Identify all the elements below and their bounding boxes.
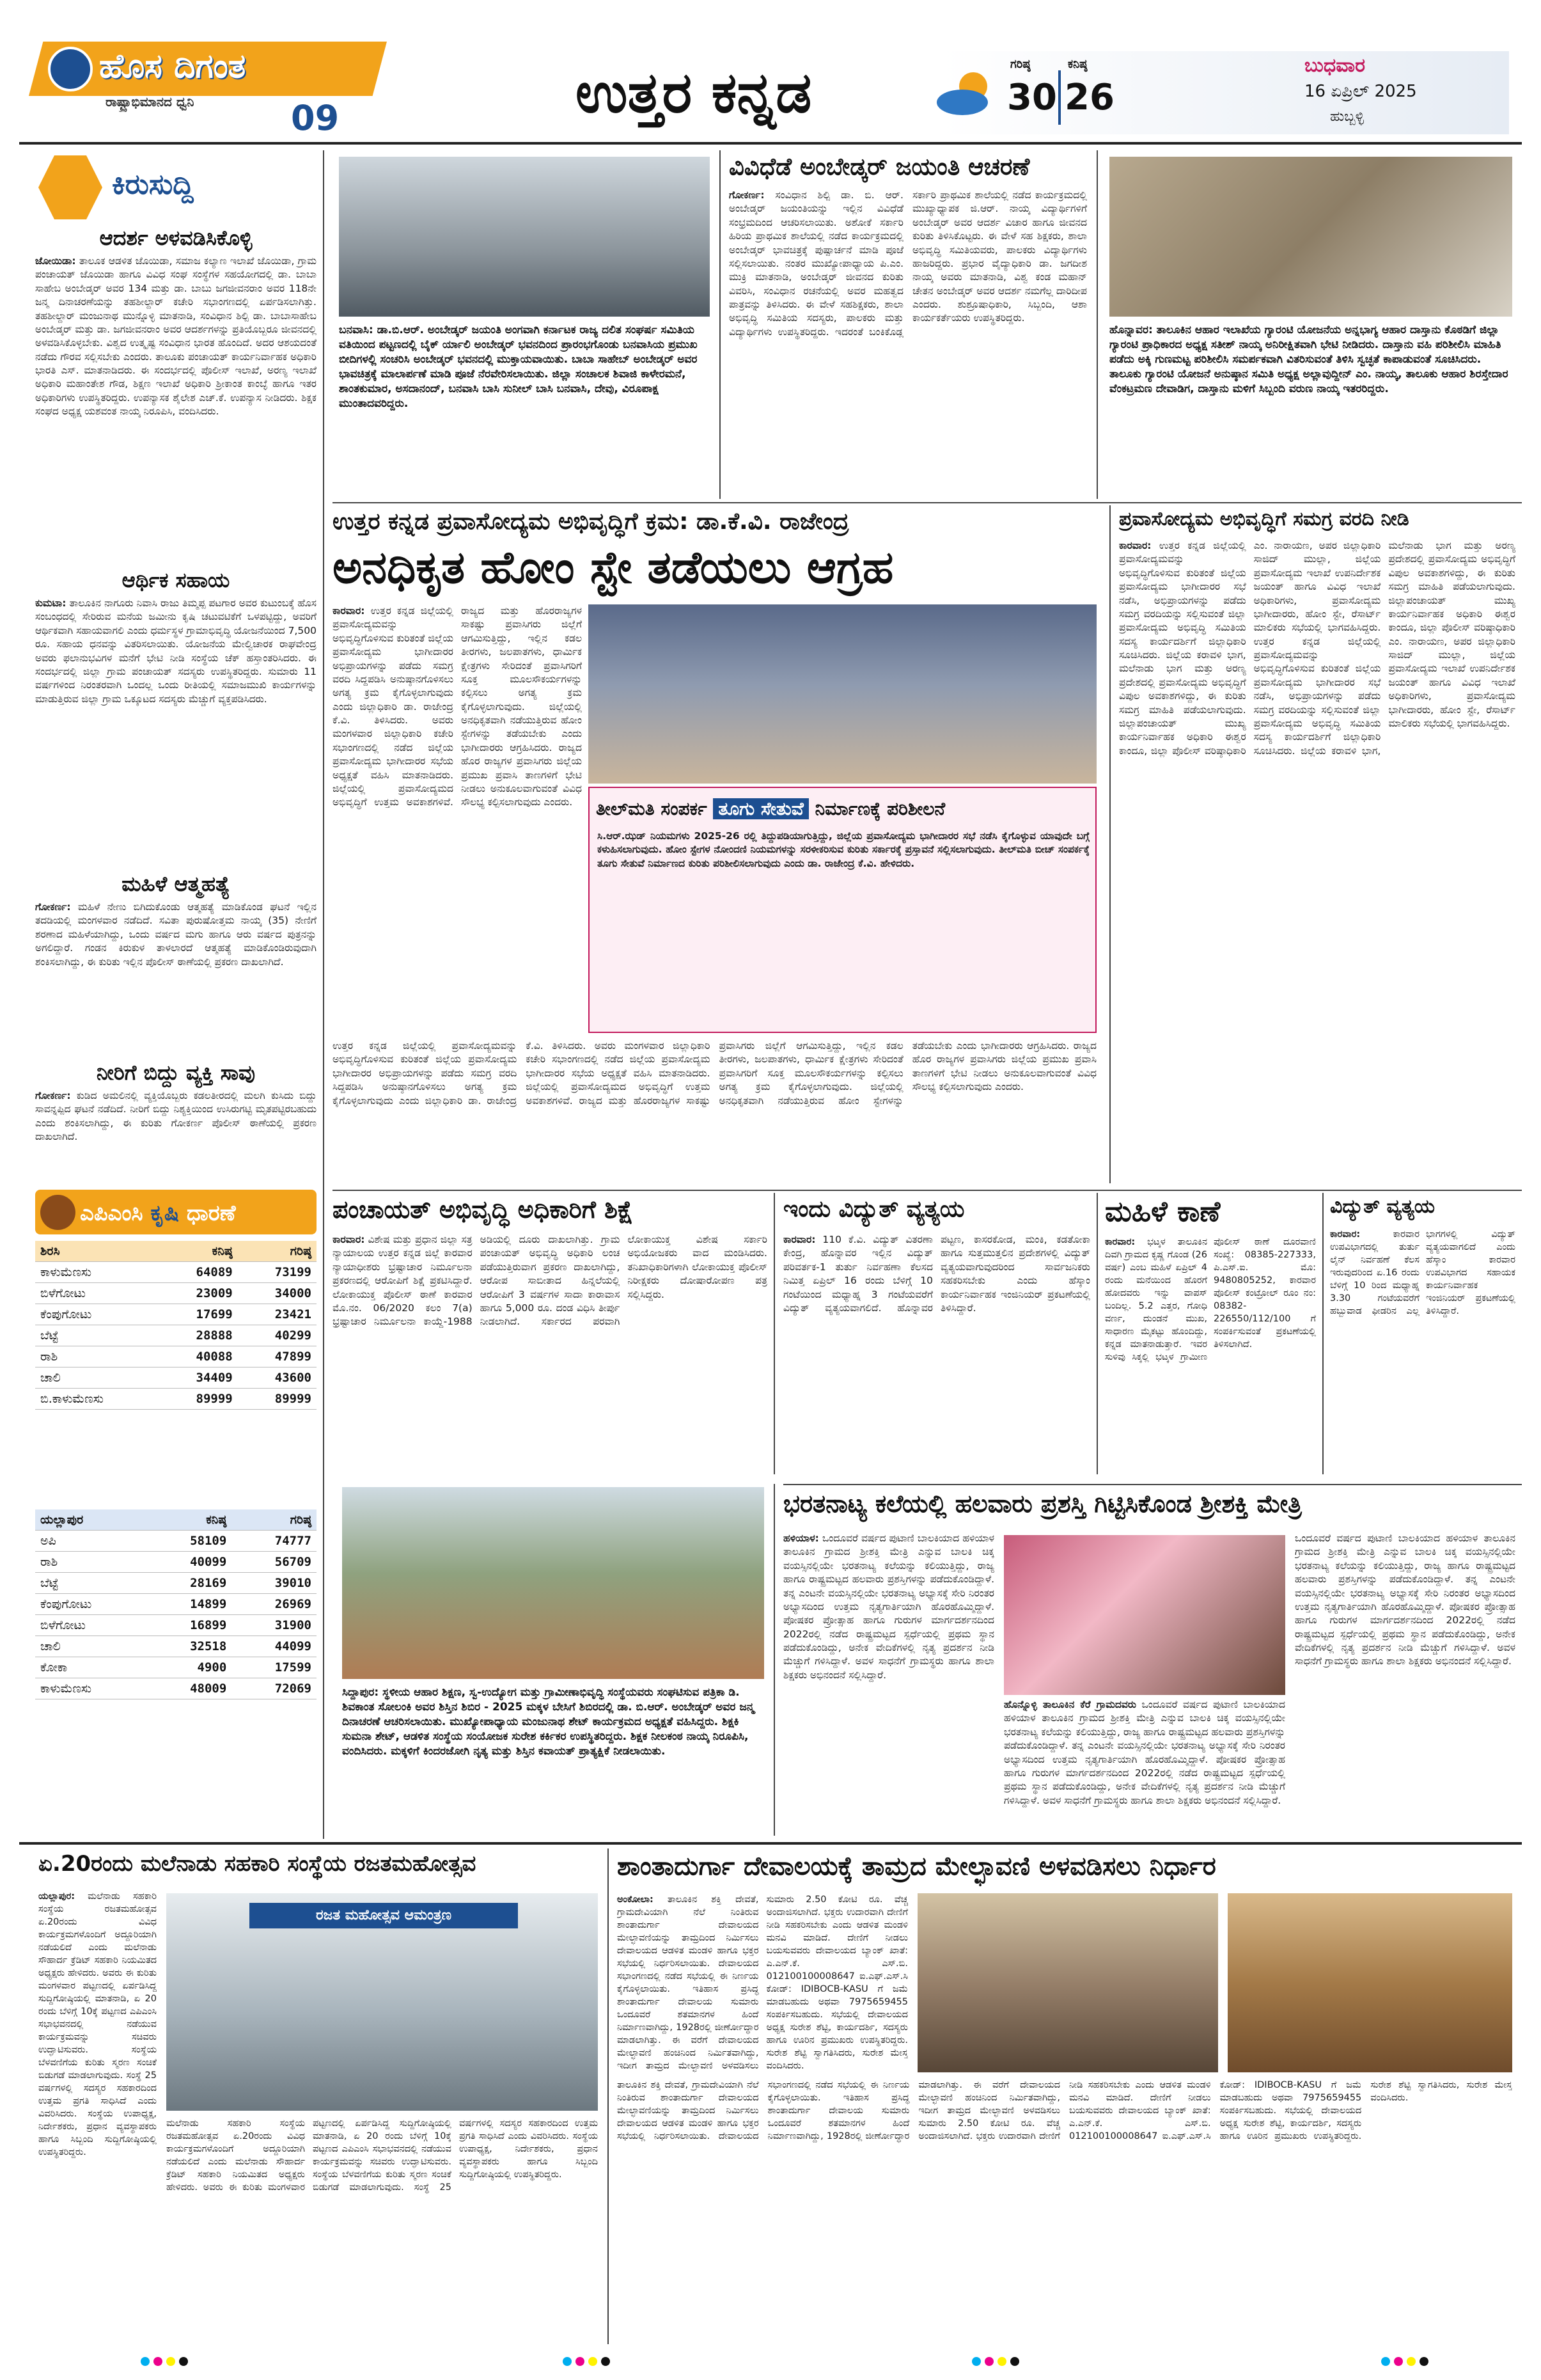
table-head: ಗರಿಷ್ಠ xyxy=(238,1241,317,1262)
ambedkar-rally-photo xyxy=(339,157,710,317)
min-price: 64089 xyxy=(159,1262,237,1283)
min-price: 89999 xyxy=(159,1389,237,1410)
news-title-1: ಆದರ್ಶ ಅಳವಡಿಸಿಕೊಳ್ಳಿ xyxy=(99,226,253,250)
news-body: ಉತ್ತರ ಕನ್ನಡ ಜಿಲ್ಲೆಯಲ್ಲಿ ಪ್ರವಾಸೋದ್ಯಮವನ್ನು ಅಭಿವೃದ್ಧಿಗೊಳಿಸುವ ಕುರಿತಂತೆ ಜಿಲ್ಲೆಯ ಪ್ರವಾಸೋದ್ಯಮ ಭಾಗೀದಾರರ ಅಭಿಪ್ರಾಯಗಳನ್ನು ಪಡೆದು ಸಮಗ್ರ ವರದಿ ಸಿದ್ದಪಡಿಸಿ ಅನುಷ್ಠಾನಗೊಳಿಸಲು ಅಗತ್ಯ ಕ್ರಮ ಕೈಗೊಳ್ಳಲಾಗುವುದು ಎಂದು ಜಿಲ್ಲಾಧಿಕಾರಿ ಡಾ. ರಾಜೇಂದ್ರ ಕೆ.ವಿ. ತಿಳಿಸಿದರು. ಅವರು ಮಂಗಳವಾರ ಜಿಲ್ಲಾಧಿಕಾರಿ ಕಚೇರಿ ಸಭಾಂಗಣದಲ್ಲಿ ನಡೆದ ಜಿಲ್ಲೆಯ ಪ್ರವಾಸೋದ್ಯಮ ಭಾಗೀದಾರರ ಸಭೆಯ ಅಧ್ಯಕ್ಷತೆ ವಹಿಸಿ ಮಾತನಾಡಿದರು. ಜಿಲ್ಲೆಯಲ್ಲಿ ಪ್ರವಾಸೋದ್ಯಮದ ಅಭಿವೃದ್ಧಿಗೆ ಉತ್ತಮ ಅವಕಾಶಗಳಿವೆ. ರಾಜ್ಯದ ಮತ್ತು ಹೊರರಾಜ್ಯಗಳ ಸಾಕಷ್ಟು ಪ್ರವಾಸಿಗರು ಜಿಲ್ಲೆಗೆ ಆಗಮಿಸುತ್ತಿದ್ದು, ಇಲ್ಲಿನ ಕಡಲ ತೀರಗಳು, ಜಲಪಾತಗಳು, ಧಾರ್ಮಿಕ ಕ್ಷೇತ್ರಗಳು ಸೇರಿದಂತೆ ಪ್ರವಾಸಿಗರಿಗೆ ಸೂಕ್ತ ಮೂಲಸೌಕರ್ಯಗಳನ್ನು ಕಲ್ಪಿಸಲು ಅಗತ್ಯ ಕ್ರಮ ಕೈಗೊಳ್ಳಲಾಗುವುದು. ಜಿಲ್ಲೆಯಲ್ಲಿ ಅನಧಿಕೃತವಾಗಿ ನಡೆಯುತ್ತಿರುವ ಹೋಂ ಸ್ಟೇಗಳನ್ನು ತಡೆಯಬೇಕು ಎಂದು ಭಾಗೀದಾರರು ಆಗ್ರಹಿಸಿದರು. ರಾಜ್ಯದ ಹೊರ ರಾಜ್ಯಗಳ ಪ್ರವಾಸಿಗರು ಜಿಲ್ಲೆಯ ಪ್ರಮುಖ ಪ್ರವಾಸಿ ತಾಣಗಳಿಗೆ ಭೇಟಿ ನೀಡಲು ಅನುಕೂಲವಾಗುವಂತೆ ವಿವಿಧ ಸೌಲಭ್ಯ ಕಲ್ಪಿಸಲಾಗುವುದು ಎಂದರು. xyxy=(332,605,582,808)
headline: ವಿದ್ಯುತ್ ವ್ಯತ್ಯಯ xyxy=(1330,1196,1435,1218)
commodity: ರಾಶಿ xyxy=(35,1346,159,1367)
dateline: ಕುಮಟಾ: xyxy=(35,597,66,609)
table-head: ಗರಿಷ್ಠ xyxy=(231,1509,317,1531)
news-body: ತಾಲೂಕಿನ ಶಕ್ತಿ ದೇವತೆ, ಗ್ರಾಮದೇವಿಯಾಗಿ ನೆಲೆ ನಿಂತಿರುವ ಶಾಂತಾದುರ್ಗಾ ದೇವಾಲಯದ ಮೇಲ್ಛಾವಣಿಯನ್ನು ತಾಮ್ರದಿಂದ ನಿರ್ಮಿಸಲು ದೇವಾಲಯದ ಆಡಳಿತ ಮಂಡಳಿ ಹಾಗೂ ಭಕ್ತರ ಸಭೆಯಲ್ಲಿ ನಿರ್ಧರಿಸಲಾಯಿತು. ದೇವಾಲಯದ ಸಭಾಂಗಣದಲ್ಲಿ ನಡೆದ ಸಭೆಯಲ್ಲಿ ಈ ನಿರ್ಣಯ ಕೈಗೊಳ್ಳಲಾಯಿತು. ಇತಿಹಾಸ ಪ್ರಸಿದ್ಧ ಶಾಂತಾದುರ್ಗಾ ದೇವಾಲಯ ಸುಮಾರು ಒಂದೂವರೆ ಶತಮಾನಗಳ ಹಿಂದೆ ನಿರ್ಮಾಣವಾಗಿದ್ದು, 1928ರಲ್ಲಿ ಜೀರ್ಣೋದ್ಧಾರ ಮಾಡಲಾಗಿತ್ತು. ಈ ವರೆಗೆ ದೇವಾಲಯದ ಮೇಲ್ಛಾವಣಿ ಹಂಚಿನಿಂದ ನಿರ್ಮಿತವಾಗಿದ್ದು, ಇದೀಗ ತಾಮ್ರದ ಮೇಲ್ಛಾವಣಿ ಅಳವಡಿಸಲು ಸುಮಾರು 2.50 ಕೋಟಿ ರೂ. ವೆಚ್ಚ ಅಂದಾಜಿಸಲಾಗಿದೆ. ಭಕ್ತರು ಉದಾರವಾಗಿ ದೇಣಿಗೆ ನೀಡಿ ಸಹಕರಿಸಬೇಕು ಎಂದು ಆಡಳಿತ ಮಂಡಳಿ ಮನವಿ ಮಾಡಿದೆ. ದೇಣಿಗೆ ನೀಡಲು ಬಯಸುವವರು ದೇವಾಲಯದ ಬ್ಯಾಂಕ್ ಖಾತೆ: ಎ.ಎನ್.ಕೆ. ಎಸ್.ಬಿ. 012100100008647 ಐ.ಎಫ್.ಎಸ್.ಸಿ ಕೋಡ್: IDIBOCB-KASU ಗೆ ಜಮೆ ಮಾಡಬಹುದು ಅಥವಾ 7975659455 ಸಂಪರ್ಕಿಸಬಹುದು. ಸಭೆಯಲ್ಲಿ ದೇವಾಲಯದ ಅಧ್ಯಕ್ಷ ಸುರೇಶ ಶೆಟ್ಟಿ, ಕಾರ್ಯದರ್ಶಿ, ಸದಸ್ಯರು ಹಾಗೂ ಊರಿನ ಪ್ರಮುಖರು ಉಪಸ್ಥಿತರಿದ್ದರು. ಸುರೇಶ ಶೆಟ್ಟಿ ಸ್ವಾಗತಿಸಿದರು, ಸುರೇಶ ಮೇಸ್ತ ವಂದಿಸಿದರು. xyxy=(617,2080,1512,2141)
photo-caption: ಬನವಾಸಿ: ಡಾ.ಬಿ.ಆರ್. ಅಂಬೇಡ್ಕರ್ ಜಯಂತಿ ಅಂಗವಾಗಿ ಕರ್ನಾಟಕ ರಾಜ್ಯ ದಲಿತ ಸಂಘರ್ಷ ಸಮಿತಿಯ ವತಿಯಿಂದ ಪಟ್ಟಣದಲ್ಲಿ ಬೈಕ್ ರ್ಯಾಲಿ ಅಂಬೇಡ್ಕರ್ ಭವನದಿಂದ ಪ್ರಾರಂಭಗೊಂಡು ಬನವಾಸಿಯ ಪ್ರಮುಖ ಬೀದಿಗಳಲ್ಲಿ ಸಂಚರಿಸಿ ಅಂಬೇಡ್ಕರ್ ಭವನದಲ್ಲಿ ಮುಕ್ತಾಯವಾಯಿತು. ಬಾಬಾ ಸಾಹೇಬ್ ಅಂಬೇಡ್ಕರ್ ಅವರ ಭಾವಚಿತ್ರಕ್ಕೆ ಮಾಲಾರ್ಪಣೆ ಮಾಡಿ ಪೂಜೆ ನೆರವೇರಿಸಲಾಯಿತು. ಜಿಲ್ಲಾ ಸಂಚಾಲಕ ಶಿವಾಜಿ ಕಾಳೇರಮನೆ, ಶಾಂತಕುಮಾರ, ಅಸದಾನಂದ್, ಬನವಾಸಿ ಬಾಸಿ ಸುನೀಲ್ ಬಾಸಿ ಬನವಾಸಿ, ದೇವು, ವಿರೂಪಾಕ್ಷ ಮುಂತಾದವರಿದ್ದರು. xyxy=(339,324,698,410)
min-price: 28888 xyxy=(159,1325,237,1346)
news-body: ತಾಲೂಕಿನ ಶಕ್ತಿ ದೇವತೆ, ಗ್ರಾಮದೇವಿಯಾಗಿ ನೆಲೆ ನಿಂತಿರುವ ಶಾಂತಾದುರ್ಗಾ ದೇವಾಲಯದ ಮೇಲ್ಛಾವಣಿಯನ್ನು ತಾಮ್ರದಿಂದ ನಿರ್ಮಿಸಲು ದೇವಾಲಯದ ಆಡಳಿತ ಮಂಡಳಿ ಹಾಗೂ ಭಕ್ತರ ಸಭೆಯಲ್ಲಿ ನಿರ್ಧರಿಸಲಾಯಿತು. ದೇವಾಲಯದ ಸಭಾಂಗಣದಲ್ಲಿ ನಡೆದ ಸಭೆಯಲ್ಲಿ ಈ ನಿರ್ಣಯ ಕೈಗೊಳ್ಳಲಾಯಿತು. ಇತಿಹಾಸ ಪ್ರಸಿದ್ಧ ಶಾಂತಾದುರ್ಗಾ ದೇವಾಲಯ ಸುಮಾರು ಒಂದೂವರೆ ಶತಮಾನಗಳ ಹಿಂದೆ ನಿರ್ಮಾಣವಾಗಿದ್ದು, 1928ರಲ್ಲಿ ಜೀರ್ಣೋದ್ಧಾರ ಮಾಡಲಾಗಿತ್ತು. ಈ ವರೆಗೆ ದೇವಾಲಯದ ಮೇಲ್ಛಾವಣಿ ಹಂಚಿನಿಂದ ನಿರ್ಮಿತವಾಗಿದ್ದು, ಇದೀಗ ತಾಮ್ರದ ಮೇಲ್ಛಾವಣಿ ಅಳವಡಿಸಲು ಸುಮಾರು 2.50 ಕೋಟಿ ರೂ. ವೆಚ್ಚ ಅಂದಾಜಿಸಲಾಗಿದೆ. ಭಕ್ತರು ಉದಾರವಾಗಿ ದೇಣಿಗೆ ನೀಡಿ ಸಹಕರಿಸಬೇಕು ಎಂದು ಆಡಳಿತ ಮಂಡಳಿ ಮನವಿ ಮಾಡಿದೆ. ದೇಣಿಗೆ ನೀಡಲು ಬಯಸುವವರು ದೇವಾಲಯದ ಬ್ಯಾಂಕ್ ಖಾತೆ: ಎ.ಎನ್.ಕೆ. ಎಸ್.ಬಿ. 012100100008647 ಐ.ಎಫ್.ಎಸ್.ಸಿ ಕೋಡ್: IDIBOCB-KASU ಗೆ ಜಮೆ ಮಾಡಬಹುದು ಅಥವಾ 7975659455 ಸಂಪರ್ಕಿಸಬಹುದು. ಸಭೆಯಲ್ಲಿ ದೇವಾಲಯದ ಅಧ್ಯಕ್ಷ ಸುರೇಶ ಶೆಟ್ಟಿ, ಕಾರ್ಯದರ್ಶಿ, ಸದಸ್ಯರು ಹಾಗೂ ಊರಿನ ಪ್ರಮುಖರು ಉಪಸ್ಥಿತರಿದ್ದರು. ಸುರೇಶ ಶೆಟ್ಟಿ ಸ್ವಾಗತಿಸಿದರು, ಸುರೇಶ ಮೇಸ್ತ ವಂದಿಸಿದರು. xyxy=(617,1895,908,2071)
commodity: ಬೆಟ್ಟೆ xyxy=(35,1573,147,1594)
headline: ಪಂಚಾಯತ್ ಅಭಿವೃದ್ಧಿ ಅಧಿಕಾರಿಗೆ ಶಿಕ್ಷೆ xyxy=(332,1196,634,1224)
news-body: ಒಂದೂವರೆ ವರ್ಷದ ಪುಟಾಣಿ ಬಾಲಕಿಯಾದ ಹಳಿಯಾಳ ತಾಲೂಕಿನ ಗ್ರಾಮದ ಶ್ರೀಶಕ್ತಿ ಮೇತ್ರಿ ಎನ್ನುವ ಬಾಲಕಿ ಚಿಕ್ಕ ವಯಸ್ಸಿನಲ್ಲಿಯೇ ಭರತನಾಟ್ಯ ಕಲೆಯನ್ನು ಕಲಿಯುತ್ತಿದ್ದು, ರಾಜ್ಯ ಹಾಗೂ ರಾಷ್ಟ್ರಮಟ್ಟದ ಹಲವಾರು ಪ್ರಶಸ್ತಿಗಳನ್ನು ಪಡೆದುಕೊಂಡಿದ್ದಾಳೆ. ತನ್ನ ಎಂಟನೇ ವಯಸ್ಸಿನಲ್ಲಿಯೇ ಭರತನಾಟ್ಯ ಅಭ್ಯಾಸಕ್ಕೆ ಸೇರಿ ನಿರಂತರ ಅಭ್ಯಾಸದಿಂದ ಉತ್ತಮ ನೃತ್ಯಗಾರ್ತಿಯಾಗಿ ಹೊರಹೊಮ್ಮಿದ್ದಾಳೆ. ಪೋಷಕರ ಪ್ರೋತ್ಸಾಹ ಹಾಗೂ ಗುರುಗಳ ಮಾರ್ಗದರ್ಶನದಿಂದ 2022ರಲ್ಲಿ ನಡೆದ ರಾಷ್ಟ್ರಮಟ್ಟದ ಸ್ಪರ್ಧೆಯಲ್ಲಿ ಪ್ರಥಮ ಸ್ಥಾನ ಪಡೆದುಕೊಂಡಿದ್ದು, ಅನೇಕ ವೇದಿಕೆಗಳಲ್ಲಿ ನೃತ್ಯ ಪ್ರದರ್ಶನ ನೀಡಿ ಮೆಚ್ಚುಗೆ ಗಳಿಸಿದ್ದಾಳೆ. ಅವಳ ಸಾಧನೆಗೆ ಗ್ರಾಮಸ್ಥರು ಹಾಗೂ ಶಾಲಾ ಶಿಕ್ಷಕರು ಅಭಿನಂದನೆ ಸಲ್ಲಿಸಿದ್ದಾರೆ. xyxy=(1295,1533,1515,1667)
dateline: ಅಂಕೋಲಾ: xyxy=(617,1895,653,1905)
headline: ಮಹಿಳೆ ಕಾಣೆ xyxy=(1105,1196,1221,1228)
min-price: 48009 xyxy=(147,1678,232,1699)
dateline: ಗೋಕರ್ಣ: xyxy=(35,901,71,913)
dateline: ಯಲ್ಲಾಪುರ: xyxy=(38,1891,75,1902)
paper-logo xyxy=(29,42,387,138)
page-number: 09 xyxy=(291,99,340,138)
dateline: ಕಾರವಾರ: xyxy=(783,1234,816,1245)
min-temp: 26 xyxy=(1065,77,1115,118)
max-price: 72069 xyxy=(231,1678,317,1699)
dateline: ಕಾರವಾರ: xyxy=(1119,540,1152,551)
temple-photo xyxy=(1228,1893,1512,2072)
dateline: ಗೋಕರ್ಣ: xyxy=(729,189,765,201)
news-body: ಒಂದೂವರೆ ವರ್ಷದ ಪುಟಾಣಿ ಬಾಲಕಿಯಾದ ಹಳಿಯಾಳ ತಾಲೂಕಿನ ಗ್ರಾಮದ ಶ್ರೀಶಕ್ತಿ ಮೇತ್ರಿ ಎನ್ನುವ ಬಾಲಕಿ ಚಿಕ್ಕ ವಯಸ್ಸಿನಲ್ಲಿಯೇ ಭರತನಾಟ್ಯ ಕಲೆಯನ್ನು ಕಲಿಯುತ್ತಿದ್ದು, ರಾಜ್ಯ ಹಾಗೂ ರಾಷ್ಟ್ರಮಟ್ಟದ ಹಲವಾರು ಪ್ರಶಸ್ತಿಗಳನ್ನು ಪಡೆದುಕೊಂಡಿದ್ದಾಳೆ. ತನ್ನ ಎಂಟನೇ ವಯಸ್ಸಿನಲ್ಲಿಯೇ ಭರತನಾಟ್ಯ ಅಭ್ಯಾಸಕ್ಕೆ ಸೇರಿ ನಿರಂತರ ಅಭ್ಯಾಸದಿಂದ ಉತ್ತಮ ನೃತ್ಯಗಾರ್ತಿಯಾಗಿ ಹೊರಹೊಮ್ಮಿದ್ದಾಳೆ. ಪೋಷಕರ ಪ್ರೋತ್ಸಾಹ ಹಾಗೂ ಗುರುಗಳ ಮಾರ್ಗದರ್ಶನದಿಂದ 2022ರಲ್ಲಿ ನಡೆದ ರಾಷ್ಟ್ರಮಟ್ಟದ ಸ್ಪರ್ಧೆಯಲ್ಲಿ ಪ್ರಥಮ ಸ್ಥಾನ ಪಡೆದುಕೊಂಡಿದ್ದು, ಅನೇಕ ವೇದಿಕೆಗಳಲ್ಲಿ ನೃತ್ಯ ಪ್ರದರ್ಶನ ನೀಡಿ ಮೆಚ್ಚುಗೆ ಗಳಿಸಿದ್ದಾಳೆ. ಅವಳ ಸಾಧನೆಗೆ ಗ್ರಾಮಸ್ಥರು ಹಾಗೂ ಶಾಲಾ ಶಿಕ್ಷಕರು ಅಭಿನಂದನೆ ಸಲ್ಲಿಸಿದ್ದಾರೆ. xyxy=(783,1533,994,1681)
homestay-story xyxy=(332,508,1100,1186)
bharatanatya-story xyxy=(783,1490,1519,1836)
news-body: ತಾಲೂಕ ಆಡಳಿತ ಜೊಯಿಡಾ, ಸಮಾಜ ಕಲ್ಯಾಣ ಇಲಾಖೆ ಜೊಯಿಡಾ, ಗ್ರಾಮ ಪಂಚಾಯತ್ ಜೊಯಿಡಾ ಹಾಗೂ ವಿವಿಧ ಸಂಘ ಸಂಸ್ಥೆಗಳ ಸಹಯೋಗದಲ್ಲಿ ಡಾ. ಬಾಬಾ ಸಾಹೇಬ ಅಂಬೇಡ್ಕರ್ ಅವರ 134 ಮತ್ತು ಡಾ. ಬಾಬು ಜಗಜೀವನರಾಂ ಅವರ 118ನೇ ಜನ್ಮ ದಿನಾಚರಣೆಯನ್ನು ತಹಶೀಲ್ದಾರ್ ಕಚೇರಿ ಸಭಾಂಗಣದಲ್ಲಿ ಏರ್ಪಡಿಸಲಾಗಿತ್ತು. ತಹಶೀಲ್ದಾರ್ ಮಂಜುನಾಥ ಮುನ್ನೊಳ್ಳಿ ಮಾತನಾಡಿ, ಸಂವಿಧಾನ ಶಿಲ್ಪಿ ಡಾ. ಬಾಬಾಸಾಹೇಬ ಅಂಬೇಡ್ಕರ್ ಮತ್ತು ಡಾ. ಜಗಜೀವನರಾಂ ಅವರ ಆದರ್ಶಗಳನ್ನು ಪ್ರತಿಯೊಬ್ಬರೂ ಜೀವನದಲ್ಲಿ ಅಳವಡಿಸಿಕೊಳ್ಳಬೇಕು. ವಿಶ್ವದ ಉತ್ಕೃಷ್ಟ ಸಂವಿಧಾನ ಭಾರತ ಹೊಂದಿದೆ. ಅದರ ಆಶಯದಂತೆ ನಡೆದು ಗೌರವ ಸಲ್ಲಿಸಬೇಕು ಎಂದರು. ತಾಲೂಕು ಪಂಚಾಯತ್ ಕಾರ್ಯನಿರ್ವಾಹಕ ಅಧಿಕಾರಿ ಭಾರತಿ ಎಸ್. ಮಾತನಾಡಿದರು. ಈ ಸಂದರ್ಭದಲ್ಲಿ ಪೊಲೀಸ್ ಇಲಾಖೆ, ಅರಣ್ಯ ಇಲಾಖೆ ಅಧಿಕಾರಿ ಮಹಾಂತೇಶ ಗೌಡ, ಶಿಕ್ಷಣ ಇಲಾಖೆ ಅಧಿಕಾರಿ ಶ್ರೀಕಾಂತ ಕಾಂಬ್ಳೆ ಹಾಗೂ ಇತರ ಅಧಿಕಾರಿಗಳು ಉಪಸ್ಥಿತರಿದ್ದರು. ಉಪನ್ಯಾಸಕ ಶೈಲೇಶ ಎಚ್.ಕೆ. ಉಪನ್ಯಾಸ ನೀಡಿದರು. ಶಿಕ್ಷಕ ಸಂಘದ ಅಧ್ಯಕ್ಷ ಯಶವಂತ ನಾಯ್ಕ ನಿರೂಪಿಸಿ, ವಂದಿಸಿದರು. xyxy=(35,255,317,418)
news-body: ಉತ್ತರ ಕನ್ನಡ ಜಿಲ್ಲೆಯಲ್ಲಿ ಪ್ರವಾಸೋದ್ಯಮವನ್ನು ಅಭಿವೃದ್ಧಿಗೊಳಿಸುವ ಕುರಿತಂತೆ ಜಿಲ್ಲೆಯ ಪ್ರವಾಸೋದ್ಯಮ ಭಾಗೀದಾರರ ಸಭೆ ನಡೆಸಿ, ಅಭಿಪ್ರಾಯಗಳನ್ನು ಪಡೆದು ಸಮಗ್ರ ವರದಿಯನ್ನು ಸಲ್ಲಿಸುವಂತೆ ಜಿಲ್ಲಾ ಪ್ರವಾಸೋದ್ಯಮ ಅಭಿವೃದ್ಧಿ ಸಮಿತಿಯ ಸದಸ್ಯ ಕಾರ್ಯದರ್ಶಿಗೆ ಜಿಲ್ಲಾಧಿಕಾರಿ ಸೂಚಿಸಿದರು. ಜಿಲ್ಲೆಯ ಕರಾವಳಿ ಭಾಗ, ಮಲೆನಾಡು ಭಾಗ ಮತ್ತು ಅರಣ್ಯ ಪ್ರದೇಶದಲ್ಲಿ ಪ್ರವಾಸೋದ್ಯಮ ಅಭಿವೃದ್ಧಿಗೆ ವಿಪುಲ ಅವಕಾಶಗಳಿದ್ದು, ಈ ಕುರಿತು ಸಮಗ್ರ ಮಾಹಿತಿ ಪಡೆಯಲಾಗುವುದು. ಜಿಲ್ಲಾಪಂಚಾಯತ್ ಮುಖ್ಯ ಕಾರ್ಯನಿರ್ವಾಹಕ ಅಧಿಕಾರಿ ಈಶ್ವರ ಕಾಂದೂ, ಜಿಲ್ಲಾ ಪೊಲೀಸ್ ವರಿಷ್ಠಾಧಿಕಾರಿ ಎಂ. ನಾರಾಯಣ, ಅಪರ ಜಿಲ್ಲಾಧಿಕಾರಿ ಸಾಜಿದ್ ಮುಲ್ಲಾ, ಜಿಲ್ಲೆಯ ಪ್ರವಾಸೋದ್ಯಮ ಇಲಾಖೆ ಉಪನಿರ್ದೇಶಕ ಜಯಂತ್ ಹಾಗೂ ವಿವಿಧ ಇಲಾಖೆ ಅಧಿಕಾರಿಗಳು, ಪ್ರವಾಸೋದ್ಯಮ ಭಾಗೀದಾರರು, ಹೋಂ ಸ್ಟೇ, ರೆಸಾರ್ಟ್ ಮಾಲಿಕರು ಸಭೆಯಲ್ಲಿ ಭಾಗವಹಿಸಿದ್ದರು. xyxy=(1119,540,1381,757)
news-body: ಭಟ್ಕಳ ತಾಲೂಕಿನ ದಿವಗಿ ಗ್ರಾಮದ ಕೃಷ್ಣ ಗೊಂಡ (26 ವರ್ಷ) ಎಂಬ ಮಹಿಳೆ ಏಪ್ರಿಲ್ 4 ರಂದು ಮನೆಯಿಂದ ಹೊರಗೆ ಹೋದವರು ಇನ್ನು ವಾಪಸ್ ಬಂದಿಲ್ಲ. 5.2 ಎತ್ತರ, ಗೋಧಿ ವರ್ಣ, ದುಂಡನೆ ಮುಖ, ಸಾಧಾರಣ ಮೈಕಟ್ಟು ಹೊಂದಿದ್ದು, ಕನ್ನಡ ಮಾತನಾಡುತ್ತಾರೆ. ಇವರ ಸುಳಿವು ಸಿಕ್ಕಲ್ಲಿ ಭಟ್ಕಳ ಗ್ರಾಮೀಣ ಪೊಲೀಸ್ ಠಾಣೆ ದೂರವಾಣಿ ಸಂಖ್ಯೆ: 08385-227333, ಪಿ.ಎಸ್.ಐ. ಮೊ: 9480805252, ಕಾರವಾರ ಪೊಲೀಸ್ ಕಂಟ್ರೋಲ್ ರೂಂ ನಂ: 08382-226550/112/100 ಗೆ ಸಂಪರ್ಕಿಸುವಂತೆ ಪ್ರಕಟಣೆಯಲ್ಲಿ ತಿಳಿಸಲಾಗಿದೆ. xyxy=(1105,1237,1316,1362)
news-body: ಮಲೆನಾಡು ಸಹಕಾರಿ ಸಂಸ್ಥೆಯ ರಜತಮಹೋತ್ಸವ ಏ.20ರಂದು ವಿವಿಧ ಕಾರ್ಯಕ್ರಮಗಳೊಂದಿಗೆ ಅದ್ದೂರಿಯಾಗಿ ನಡೆಯಲಿದೆ ಎಂದು ಮಲೆನಾಡು ಸೌಹಾರ್ದ ಕ್ರೆಡಿಟ್ ಸಹಕಾರಿ ನಿಯಮಿತದ ಅಧ್ಯಕ್ಷರು ಹೇಳಿದರು. ಅವರು ಈ ಕುರಿತು ಮಂಗಳವಾರ ಪಟ್ಟಣದಲ್ಲಿ ಏರ್ಪಡಿಸಿದ್ದ ಸುದ್ದಿಗೋಷ್ಠಿಯಲ್ಲಿ ಮಾತನಾಡಿ, ಏ 20 ರಂದು ಬೆಳಿಗ್ಗೆ 10ಕ್ಕೆ ಪಟ್ಟಣದ ಎಪಿಎಂಸಿ ಸಭಾಭವನದಲ್ಲಿ ನಡೆಯುವ ಕಾರ್ಯಕ್ರಮವನ್ನು ಸಚಿವರು ಉದ್ಘಾಟಿಸುವರು. ಸಂಸ್ಥೆಯ ಬೆಳವಣಿಗೆಯ ಕುರಿತು ಸ್ಮರಣ ಸಂಚಿಕೆ ಬಿಡುಗಡೆ ಮಾಡಲಾಗುವುದು. ಸಂಸ್ಥೆ 25 ವರ್ಷಗಳಲ್ಲಿ ಸದಸ್ಯರ ಸಹಕಾರದಿಂದ ಉತ್ತಮ ಪ್ರಗತಿ ಸಾಧಿಸಿದೆ ಎಂದು ವಿವರಿಸಿದರು. ಸಂಸ್ಥೆಯ ಉಪಾಧ್ಯಕ್ಷ, ನಿರ್ದೇಶಕರು, ಪ್ರಧಾನ ವ್ಯವಸ್ಥಾಪಕರು ಹಾಗೂ ಸಿಬ್ಬಂದಿ ಸುದ್ದಿಗೋಷ್ಠಿಯಲ್ಲಿ ಉಪಸ್ಥಿತರಿದ್ದರು. xyxy=(38,1891,157,2157)
max-price: 39010 xyxy=(231,1573,317,1594)
apmc-header xyxy=(35,1190,317,1234)
apmc-title-b: ಕೃಷಿ xyxy=(150,1201,179,1226)
commodity: ಕಾಳುಮೆಣಸು xyxy=(35,1678,147,1699)
masthead xyxy=(0,0,1541,144)
max-temp: 30 xyxy=(1007,77,1057,118)
sirsi-price-table xyxy=(35,1241,317,1410)
dateline: ಗೋಕರ್ಣ: xyxy=(35,1090,71,1101)
photo-caption: ಹೊನ್ನಾವರ: ತಾಲೂಕಿನ ಆಹಾರ ಇಲಾಖೆಯ ಗ್ಯಾರಂಟಿ ಯೋಜನೆಯ ಅನ್ನಭಾಗ್ಯ ಆಹಾರ ದಾಸ್ತಾನು ಕೊಠಡಿಗೆ ಜಿಲ್ಲಾ ಗ್ಯಾರಂಟಿ ಪ್ರಾಧಿಕಾರದ ಅಧ್ಯಕ್ಷ ಸತೀಶ್ ನಾಯ್ಕ ಅನಿರೀಕ್ಷಿತವಾಗಿ ಭೇಟಿ ನೀಡಿದರು. ದಾಸ್ತಾನು ವಹಿ ಪರಿಶೀಲಿಸಿ ಮಾಹಿತಿ ಪಡೆದು ಅಕ್ಕಿ ಗುಣಮಟ್ಟ ಪರಿಶೀಲಿಸಿ ಸಮರ್ಪಕವಾಗಿ ವಿತರಿಸುವಂತೆ ತಿಳಿಸಿ ಸ್ವಚ್ಛತೆ ಕಾಪಾಡುವಂತೆ ಸೂಚಿಸಿದರು. ತಾಲೂಕು ಗ್ಯಾರಂಟಿ ಯೋಜನೆ ಅನುಷ್ಠಾನ ಸಮಿತಿ ಅಧ್ಯಕ್ಷ ಅಲ್ಲಾವುದ್ದೀನ್ ಎಂ. ನಾಯ್ಕ, ತಾಲೂಕು ಆಹಾರ ಶಿರಸ್ತೇದಾರ ವೆಂಕಟ್ರಮಣ ದೇವಾಡಿಗ, ದಾಸ್ತಾನು ಮಳಿಗೆ ಸಿಬ್ಬಂದಿ ವರುಣ ನಾಯ್ಕ ಇತರರಿದ್ದರು. xyxy=(1109,324,1508,395)
news-title-2: ಆರ್ಥಿಕ ಸಹಾಯ xyxy=(121,568,230,592)
paper-name: ಹೊಸ ದಿಗಂತ xyxy=(99,47,246,86)
areca-icon xyxy=(40,1195,75,1230)
min-price: 40099 xyxy=(147,1552,232,1573)
max-price: 23421 xyxy=(238,1304,317,1325)
yellapur-price-table xyxy=(35,1509,317,1699)
commodity: ಬಿಳೆಗೋಟು xyxy=(35,1615,147,1636)
banner-text: ರಜತ ಮಹೋತ್ಸವ ಆಮಂತ್ರಣ xyxy=(249,1903,518,1928)
headline: ಭರತನಾಟ್ಯ ಕಲೆಯಲ್ಲಿ ಹಲವಾರು ಪ್ರಶಸ್ತಿ ಗಿಟ್ಟಿಸಿಕೊಂಡ ಶ್ರೀಶಕ್ತಿ ಮೇತ್ರಿ xyxy=(783,1490,1302,1518)
registration-dots xyxy=(141,2357,188,2366)
issue-date: 16 ಏಪ್ರಿಲ್ 2025 xyxy=(1304,82,1417,101)
headline: ವಿವಿಧೆಡೆ ಅಂಬೇಡ್ಕರ್ ಜಯಂತಿ ಆಚರಣೆ xyxy=(729,154,1030,180)
max-price: 43600 xyxy=(238,1367,317,1389)
table-head: ಕನಿಷ್ಠ xyxy=(147,1509,232,1531)
box-body: ಸಿ.ಆರ್.ಝಡ್ ನಿಯಮಗಳು 2025-26 ರಲ್ಲಿ ತಿದ್ದುಪಡಿಯಾಗುತ್ತಿದ್ದು, ಜಿಲ್ಲೆಯ ಪ್ರವಾಸೋದ್ಯಮ ಭಾಗೀದಾರರ ಸಭೆ ನಡೆಸಿ ಕೈಗೊಳ್ಳುವ ಯಾವುದೇ ಬಗ್ಗೆ ಕಳುಹಿಸಲಾಗುವುದು. ಹೋಂ ಸ್ಟೇಗಳ ನೋಂದಣಿ ನಿಯಮಗಳನ್ನು ಸರಳೀಕರಿಸುವ ಕುರಿತು ಸರ್ಕಾರಕ್ಕೆ ಪ್ರಸ್ತಾವನೆ ಸಲ್ಲಿಸಲಾಗುವುದು. ತೀಲ್‌ಮತಿ ಬೀಚ್ ಸಂಪರ್ಕಕ್ಕೆ ತೂಗು ಸೇತುವೆ ನಿರ್ಮಾಣದ ಕುರಿತು ಪರಿಶೀಲಿಸಲಾಗುವುದು ಎಂದು ಡಾ. ರಾಜೇಂದ್ರ ಕೆ.ವಿ. ಹೇಳಿದರು. xyxy=(597,830,1090,869)
kirusuddi-column xyxy=(35,152,317,1342)
ambedkar-story xyxy=(729,154,1087,499)
commodity: ಚಾಲಿ xyxy=(35,1367,159,1389)
missing-woman-story xyxy=(1105,1196,1316,1478)
photo-caption: ಸಿದ್ದಾಪುರ: ಸ್ಥಳೀಯ ಆಹಾರ ಶಿಕ್ಷಣ, ಸ್ವ-ಉದ್ಯೋಗ ಮತ್ತು ಗ್ರಾಮೀಣಾಭಿವೃದ್ಧಿ ಸಂಸ್ಥೆಯವರು ಸಂಘಟಿಸುವ ಪತ್ರಿಕಾ ಡಿ. ಶಿವಕಾಂತ ಸೋಲಂಕಿ ಅವರ ಶಿಸ್ತಿನ ಶಿಬಿರ - 2025 ಮಕ್ಕಳ ಬೇಸಿಗೆ ಶಿಬಿರದಲ್ಲಿ ಡಾ. ಬಿ.ಆರ್. ಅಂಬೇಡ್ಕರ್ ಅವರ ಜನ್ಮ ದಿನಾಚರಣೆ ಆಚರಿಸಲಾಯಿತು. ಮುಖ್ಯೋಪಾಧ್ಯಾಯ ಮಂಜುನಾಥ ಶೇಟ್ ಕಾರ್ಯಕ್ರಮದ ಅಧ್ಯಕ್ಷತೆ ವಹಿಸಿದ್ದರು. ಶಿಕ್ಷಕಿ ಸುಮನಾ ಶೇಟ್, ಆಡಳಿತ ಸಂಸ್ಥೆಯ ಸಂಯೋಜಕ ಸುರೇಶ ಕರ್ಕಿಕರ ಉಪಸ್ಥಿತರಿದ್ದರು. ಶಿಕ್ಷಕ ನೀಲಕಂಠ ನಾಯ್ಕ ನಿರೂಪಿಸಿ, ವಂದಿಸಿದರು. ಮಕ್ಕಳಿಗೆ ಕಿಂದರಜೋಗಿ ನೃತ್ಯ ಮತ್ತು ಶಿಸ್ತಿನ ಕವಾಯತ್ ಪ್ರಾತ್ಯಕ್ಷಿಕೆ ನೀಡಲಾಯಿತು. xyxy=(342,1686,755,1758)
table-head: ಶಿರಸಿ xyxy=(35,1241,159,1262)
dateline: ಕಾರವಾರ: xyxy=(332,605,365,617)
commodity: ಅಪಿ xyxy=(35,1531,147,1552)
dateline: ಕಾರವಾರ: xyxy=(332,1234,365,1245)
max-temp-label: ಗರಿಷ್ಠ xyxy=(1010,58,1031,71)
headline: ಅನಧಿಕೃತ ಹೋಂ ಸ್ಟೇ ತಡೆಯಲು ಆಗ್ರಹ xyxy=(332,541,894,594)
max-price: 73199 xyxy=(238,1262,317,1283)
min-price: 16899 xyxy=(147,1615,232,1636)
max-price: 34000 xyxy=(238,1283,317,1304)
min-price: 28169 xyxy=(147,1573,232,1594)
max-price: 47899 xyxy=(238,1346,317,1367)
children-camp-photo xyxy=(342,1487,764,1679)
commodity: ಕಾಳುಮೆಣಸು xyxy=(35,1262,159,1283)
ration-storage-photo xyxy=(1109,157,1512,317)
commodity: ಕೋಕಾ xyxy=(35,1657,147,1678)
power-cut-story xyxy=(783,1196,1090,1478)
min-price: 58109 xyxy=(147,1531,232,1552)
news-body: ಮಲೆನಾಡು ಸಹಕಾರಿ ಸಂಸ್ಥೆಯ ರಜತಮಹೋತ್ಸವ ಏ.20ರಂದು ವಿವಿಧ ಕಾರ್ಯಕ್ರಮಗಳೊಂದಿಗೆ ಅದ್ದೂರಿಯಾಗಿ ನಡೆಯಲಿದೆ ಎಂದು ಮಲೆನಾಡು ಸೌಹಾರ್ದ ಕ್ರೆಡಿಟ್ ಸಹಕಾರಿ ನಿಯಮಿತದ ಅಧ್ಯಕ್ಷರು ಹೇಳಿದರು. ಅವರು ಈ ಕುರಿತು ಮಂಗಳವಾರ ಪಟ್ಟಣದಲ್ಲಿ ಏರ್ಪಡಿಸಿದ್ದ ಸುದ್ದಿಗೋಷ್ಠಿಯಲ್ಲಿ ಮಾತನಾಡಿ, ಏ 20 ರಂದು ಬೆಳಿಗ್ಗೆ 10ಕ್ಕೆ ಪಟ್ಟಣದ ಎಪಿಎಂಸಿ ಸಭಾಭವನದಲ್ಲಿ ನಡೆಯುವ ಕಾರ್ಯಕ್ರಮವನ್ನು ಸಚಿವರು ಉದ್ಘಾಟಿಸುವರು. ಸಂಸ್ಥೆಯ ಬೆಳವಣಿಗೆಯ ಕುರಿತು ಸ್ಮರಣ ಸಂಚಿಕೆ ಬಿಡುಗಡೆ ಮಾಡಲಾಗುವುದು. ಸಂಸ್ಥೆ 25 ವರ್ಷಗಳಲ್ಲಿ ಸದಸ್ಯರ ಸಹಕಾರದಿಂದ ಉತ್ತಮ ಪ್ರಗತಿ ಸಾಧಿಸಿದೆ ಎಂದು ವಿವರಿಸಿದರು. ಸಂಸ್ಥೆಯ ಉಪಾಧ್ಯಕ್ಷ, ನಿರ್ದೇಶಕರು, ಪ್ರಧಾನ ವ್ಯವಸ್ಥಾಪಕರು ಹಾಗೂ ಸಿಬ್ಬಂದಿ ಸುದ್ದಿಗೋಷ್ಠಿಯಲ್ಲಿ ಉಪಸ್ಥಿತರಿದ್ದರು. xyxy=(166,2118,598,2193)
min-price: 23009 xyxy=(159,1283,237,1304)
news-body: 110 ಕೆ.ವಿ. ವಿದ್ಯುತ್ ವಿತರಣಾ ಕೇಂದ್ರ, ಹೊನ್ನಾವರ ಇಲ್ಲಿನ ವಿದ್ಯುತ್ ಪರಿವರ್ತಕ-1 ತುರ್ತು ನಿರ್ವಹಣಾ ಕೆಲಸದ ನಿಮಿತ್ತ ಏಪ್ರಿಲ್ 16 ರಂದು ಬೆಳಿಗ್ಗೆ 10 ಗಂಟೆಯಿಂದ ಮಧ್ಯಾಹ್ನ 3 ಗಂಟೆಯವರೆಗೆ ವಿದ್ಯುತ್ ವ್ಯತ್ಯಯವಾಗಲಿದೆ. ಹೊನ್ನಾವರ ಪಟ್ಟಣ, ಕಾಸರಕೋಡ, ಮಂಕಿ, ಕಡತೋಕಾ ಹಾಗೂ ಸುತ್ತಮುತ್ತಲಿನ ಪ್ರದೇಶಗಳಲ್ಲಿ ವಿದ್ಯುತ್ ವ್ಯತ್ಯಯವಾಗುವುದರಿಂದ ಸಾರ್ವಜನಿಕರು ಸಹಕರಿಸಬೇಕು ಎಂದು ಹೆಸ್ಕಾಂ ಕಾರ್ಯನಿರ್ವಾಹಕ ಇಂಜಿನಿಯರ್ ಪ್ರಕಟಣೆಯಲ್ಲಿ ತಿಳಿಸಿದ್ದಾರೆ. xyxy=(783,1234,1090,1314)
news-body: ತಾಲೂಕಿನ ನಾಗೂರು ನಿವಾಸಿ ರಾಜು ತಿಮ್ಮಪ್ಪ ಪಟಗಾರ ಅವರ ಕುಟುಂಬಕ್ಕೆ ಹೊಸ ಸಂಬಂಧದಲ್ಲಿ ಸೇರಿರುವ ಮನೆಯ ಜಮೀನು ಕೃಷಿ ಚಟುವಟಿಕೆಗೆ ಒಳಪಟ್ಟಿದ್ದು, ಅವರಿಗೆ ಆರ್ಥಿಕವಾಗಿ ಸಹಾಯವಾಗಲಿ ಎಂದು ಧರ್ಮಸ್ಥಳ ಗ್ರಾಮಾಭಿವೃದ್ಧಿ ಯೋಜನೆಯಿಂದ 7,500 ರೂ. ಸಹಾಯ ಧನವನ್ನು ವಿತರಿಸಲಾಯಿತು. ಯೋಜನೆಯ ಮೇಲ್ವಿಚಾರಕ ರಾಘವೇಂದ್ರ ಅವರು ಫಲಾನುಭವಿಗಳ ಮನೆಗೆ ಭೇಟಿ ನೀಡಿ ಸಂಸ್ಥೆಯ ಚೆಕ್ ಹಸ್ತಾಂತರಿಸಿದರು. ಈ ಸಂದರ್ಭದಲ್ಲಿ ಜಿಲ್ಲಾ ಗ್ರಾಮ ಪಂಚಾಯತ್ ಸದಸ್ಯರು ಉಪಸ್ಥಿತರಿದ್ದರು. ಸುಮಾರು 11 ವರ್ಷಗಳಿಂದ ನಿರಂತರವಾಗಿ ಒಂದಲ್ಲ ಒಂದು ರೀತಿಯಲ್ಲಿ ಸಮಾಜಮುಖಿ ಕಾರ್ಯಗಳನ್ನು ಮಾಡುತ್ತಿರುವ ಜಿಲ್ಲಾ ಗ್ರಾಮ ಒಕ್ಕೂಟದ ಸದಸ್ಯರು ಮೆಚ್ಚುಗೆ ವ್ಯಕ್ತಪಡಿಸಿದರು. xyxy=(35,597,317,705)
news-body: ಮಹಿಳೆ ನೇಣು ಬಿಗಿದುಕೊಂಡು ಆತ್ಮಹತ್ಯೆ ಮಾಡಿಕೊಂಡ ಘಟನೆ ಇಲ್ಲಿನ ತದಡಿಯಲ್ಲಿ ಮಂಗಳವಾರ ನಡೆದಿದೆ. ಸವಿತಾ ಪುರುಷೋತ್ತಮ ನಾಯ್ಕ (35) ನೇಣಿಗೆ ಶರಣಾದ ಮಹಿಳೆಯಾಗಿದ್ದು, ಒಂದು ವರ್ಷದ ಮಗು ಹಾಗೂ ಆರು ವರ್ಷದ ಪುತ್ರನನ್ನು ಅಗಲಿದ್ದಾರೆ. ಗಂಡನ ಕಿರುಕುಳ ತಾಳಲಾರದೆ ಆತ್ಮಹತ್ಯೆ ಮಾಡಿಕೊಂಡಿರುವುದಾಗಿ ಶಂಕಿಸಲಾಗಿದ್ದು, ಈ ಕುರಿತು ಇಲ್ಲಿನ ಪೊಲೀಸ್ ಠಾಣೆಯಲ್ಲಿ ಪ್ರಕರಣ ದಾಖಲಾಗಿದೆ. xyxy=(35,901,317,968)
min-temp-label: ಕನಿಷ್ಠ xyxy=(1068,58,1088,71)
min-price: 14899 xyxy=(147,1594,232,1615)
min-price: 32518 xyxy=(147,1636,232,1657)
headline: ಶಾಂತಾದುರ್ಗಾ ದೇವಾಲಯಕ್ಕೆ ತಾಮ್ರದ ಮೇಲ್ಛಾವಣಿ ಅಳವಡಿಸಲು ನಿರ್ಧಾರ xyxy=(617,1852,1216,1881)
dancer-photo xyxy=(1004,1535,1285,1695)
min-price: 17699 xyxy=(159,1304,237,1325)
commodity: ಬಿಳೆಗೋಟು xyxy=(35,1283,159,1304)
commodity: ರಾಶಿ xyxy=(35,1552,147,1573)
news-body: ಕಾರವಾರ ಉಪವಿಭಾಗದಲ್ಲಿ ತುರ್ತು ಲೈನ್ ನಿರ್ವಹಣೆ ಕೆಲಸ ಇರುವುದರಿಂದ ಏ.16 ರಂದು ಬೆಳಿಗ್ಗೆ 10 ರಿಂದ ಮಧ್ಯಾಹ್ನ 3.30 ಗಂಟೆಯವರೆಗೆ ಹಬ್ಬುವಾಡ ಫೀಡರಿನ ಎಲ್ಲ ಭಾಗಗಳಲ್ಲಿ ವಿದ್ಯುತ್ ವ್ಯತ್ಯಯವಾಗಲಿದೆ ಎಂದು ಹೆಸ್ಕಾಂ ಕಾರವಾರ ಉಪವಿಭಾಗದ ಸಹಾಯಕ ಕಾರ್ಯನಿರ್ವಾಹಕ ಇಂಜಿನಿಯರ್ ಪ್ರಕಟಣೆಯಲ್ಲಿ ತಿಳಿಸಿದ್ದಾರೆ. xyxy=(1330,1229,1515,1316)
headline: ಪ್ರವಾಸೋದ್ಯಮ ಅಭಿವೃದ್ಧಿಗೆ ಸಮಗ್ರ ವರದಿ ನೀಡಿ xyxy=(1119,508,1409,530)
news-body: ಒಂದೂವರೆ ವರ್ಷದ ಪುಟಾಣಿ ಬಾಲಕಿಯಾದ ಹಳಿಯಾಳ ತಾಲೂಕಿನ ಗ್ರಾಮದ ಶ್ರೀಶಕ್ತಿ ಮೇತ್ರಿ ಎನ್ನುವ ಬಾಲಕಿ ಚಿಕ್ಕ ವಯಸ್ಸಿನಲ್ಲಿಯೇ ಭರತನಾಟ್ಯ ಕಲೆಯನ್ನು ಕಲಿಯುತ್ತಿದ್ದು, ರಾಜ್ಯ ಹಾಗೂ ರಾಷ್ಟ್ರಮಟ್ಟದ ಹಲವಾರು ಪ್ರಶಸ್ತಿಗಳನ್ನು ಪಡೆದುಕೊಂಡಿದ್ದಾಳೆ. ತನ್ನ ಎಂಟನೇ ವಯಸ್ಸಿನಲ್ಲಿಯೇ ಭರತನಾಟ್ಯ ಅಭ್ಯಾಸಕ್ಕೆ ಸೇರಿ ನಿರಂತರ ಅಭ್ಯಾಸದಿಂದ ಉತ್ತಮ ನೃತ್ಯಗಾರ್ತಿಯಾಗಿ ಹೊರಹೊಮ್ಮಿದ್ದಾಳೆ. ಪೋಷಕರ ಪ್ರೋತ್ಸಾಹ ಹಾಗೂ ಗುರುಗಳ ಮಾರ್ಗದರ್ಶನದಿಂದ 2022ರಲ್ಲಿ ನಡೆದ ರಾಷ್ಟ್ರಮಟ್ಟದ ಸ್ಪರ್ಧೆಯಲ್ಲಿ ಪ್ರಥಮ ಸ್ಥಾನ ಪಡೆದುಕೊಂಡಿದ್ದು, ಅನೇಕ ವೇದಿಕೆಗಳಲ್ಲಿ ನೃತ್ಯ ಪ್ರದರ್ಶನ ನೀಡಿ ಮೆಚ್ಚುಗೆ ಗಳಿಸಿದ್ದಾಳೆ. ಅವಳ ಸಾಧನೆಗೆ ಗ್ರಾಮಸ್ಥರು ಹಾಗೂ ಶಾಲಾ ಶಿಕ್ಷಕರು ಅಭಿನಂದನೆ ಸಲ್ಲಿಸಿದ್ದಾರೆ. xyxy=(1004,1699,1285,1806)
registration-dots xyxy=(563,2357,610,2366)
dateline: ಜೋಯಿಡಾ: xyxy=(35,255,76,267)
kirusuddi-label: ಕಿರುಸುದ್ದಿ xyxy=(112,168,194,201)
dateline: ಹಳಿಯಾಳ: xyxy=(783,1533,819,1544)
news-body: ಉತ್ತರ ಕನ್ನಡ ಜಿಲ್ಲೆಯಲ್ಲಿ ಪ್ರವಾಸೋದ್ಯಮವನ್ನು ಅಭಿವೃದ್ಧಿಗೊಳಿಸುವ ಕುರಿತಂತೆ ಜಿಲ್ಲೆಯ ಪ್ರವಾಸೋದ್ಯಮ ಭಾಗೀದಾರರ ಅಭಿಪ್ರಾಯಗಳನ್ನು ಪಡೆದು ಸಮಗ್ರ ವರದಿ ಸಿದ್ದಪಡಿಸಿ ಅನುಷ್ಠಾನಗೊಳಿಸಲು ಅಗತ್ಯ ಕ್ರಮ ಕೈಗೊಳ್ಳಲಾಗುವುದು ಎಂದು ಜಿಲ್ಲಾಧಿಕಾರಿ ಡಾ. ರಾಜೇಂದ್ರ ಕೆ.ವಿ. ತಿಳಿಸಿದರು. ಅವರು ಮಂಗಳವಾರ ಜಿಲ್ಲಾಧಿಕಾರಿ ಕಚೇರಿ ಸಭಾಂಗಣದಲ್ಲಿ ನಡೆದ ಜಿಲ್ಲೆಯ ಪ್ರವಾಸೋದ್ಯಮ ಭಾಗೀದಾರರ ಸಭೆಯ ಅಧ್ಯಕ್ಷತೆ ವಹಿಸಿ ಮಾತನಾಡಿದರು. ಜಿಲ್ಲೆಯಲ್ಲಿ ಪ್ರವಾಸೋದ್ಯಮದ ಅಭಿವೃದ್ಧಿಗೆ ಉತ್ತಮ ಅವಕಾಶಗಳಿವೆ. ರಾಜ್ಯದ ಮತ್ತು ಹೊರರಾಜ್ಯಗಳ ಸಾಕಷ್ಟು ಪ್ರವಾಸಿಗರು ಜಿಲ್ಲೆಗೆ ಆಗಮಿಸುತ್ತಿದ್ದು, ಇಲ್ಲಿನ ಕಡಲ ತೀರಗಳು, ಜಲಪಾತಗಳು, ಧಾರ್ಮಿಕ ಕ್ಷೇತ್ರಗಳು ಸೇರಿದಂತೆ ಪ್ರವಾಸಿಗರಿಗೆ ಸೂಕ್ತ ಮೂಲಸೌಕರ್ಯಗಳನ್ನು ಕಲ್ಪಿಸಲು ಅಗತ್ಯ ಕ್ರಮ ಕೈಗೊಳ್ಳಲಾಗುವುದು. ಜಿಲ್ಲೆಯಲ್ಲಿ ಅನಧಿಕೃತವಾಗಿ ನಡೆಯುತ್ತಿರುವ ಹೋಂ ಸ್ಟೇಗಳನ್ನು ತಡೆಯಬೇಕು ಎಂದು ಭಾಗೀದಾರರು ಆಗ್ರಹಿಸಿದರು. ರಾಜ್ಯದ ಹೊರ ರಾಜ್ಯಗಳ ಪ್ರವಾಸಿಗರು ಜಿಲ್ಲೆಯ ಪ್ರಮುಖ ಪ್ರವಾಸಿ ತಾಣಗಳಿಗೆ ಭೇಟಿ ನೀಡಲು ಅನುಕೂಲವಾಗುವಂತೆ ವಿವಿಧ ಸೌಲಭ್ಯ ಕಲ್ಪಿಸಲಾಗುವುದು ಎಂದರು. xyxy=(332,1040,1097,1107)
table-head: ಕನಿಷ್ಠ xyxy=(159,1241,237,1262)
max-price: 56709 xyxy=(231,1552,317,1573)
news-body: ಕುಡಿದ ಅಮಲಿನಲ್ಲಿ ವ್ಯಕ್ತಿಯೊಬ್ಬರು ಕಡಲತೀರದಲ್ಲಿ ಮಲಗಿ ಕುಸಿದು ಬಿದ್ದು ಸಾವನ್ನಪ್ಪಿದ ಘಟನೆ ನಡೆದಿದೆ. ನೀರಿಗೆ ಬಿದ್ದು ನಿಶ್ಯಕ್ತಿಯಿಂದ ಉಸಿರುಗಟ್ಟಿ ಮೃತಪಟ್ಟಿರಬಹುದು ಎಂದು ಶಂಕಿಸಲಾಗಿದ್ದು, ಈ ಕುರಿತು ಗೋಕರ್ಣ ಪೊಲೀಸ್ ಠಾಣೆಯಲ್ಲಿ ಪ್ರಕರಣ ದಾಖಲಾಗಿದೆ. xyxy=(35,1090,317,1143)
headline: ಏ.20ರಂದು ಮಲೆನಾಡು ಸಹಕಾರಿ ಸಂಸ್ಥೆಯ ರಜತಮಹೋತ್ಸವ xyxy=(38,1852,476,1877)
temple-meeting-photo xyxy=(918,1893,1218,2072)
max-price: 31900 xyxy=(231,1615,317,1636)
apmc-title-a: ಎಪಿಎಂಸಿ xyxy=(80,1201,143,1226)
max-price: 89999 xyxy=(238,1389,317,1410)
section-title: ಉತ್ತರ ಕನ್ನಡ xyxy=(575,59,812,125)
tagline: ರಾಷ್ಟ್ರಾಭಿಮಾನದ ಧ್ವನಿ xyxy=(106,94,194,109)
box-title-b: ತೂಗು ಸೇತುವೆ xyxy=(713,798,808,819)
panchayat-story xyxy=(332,1196,767,1478)
kicker: ಉತ್ತರ ಕನ್ನಡ ಪ್ರವಾಸೋದ್ಯಮ ಅಭಿವೃದ್ಧಿಗೆ ಕ್ರಮ: ಡಾ.ಕೆ.ವಿ. ರಾಜೇಂದ್ರ xyxy=(332,508,849,535)
max-price: 40299 xyxy=(238,1325,317,1346)
registration-dots xyxy=(972,2357,1019,2366)
commodity: ಕೆಂಪುಗೋಟು xyxy=(35,1594,147,1615)
commodity: ಬಿ.ಕಾಳುಮೆಣಸು xyxy=(35,1389,159,1410)
news-body: ಉತ್ತರ ಕನ್ನಡ ಜಿಲ್ಲೆಯಲ್ಲಿ ಪ್ರವಾಸೋದ್ಯಮವನ್ನು ಅಭಿವೃದ್ಧಿಗೊಳಿಸುವ ಕುರಿತಂತೆ ಜಿಲ್ಲೆಯ ಪ್ರವಾಸೋದ್ಯಮ ಭಾಗೀದಾರರ ಸಭೆ ನಡೆಸಿ, ಅಭಿಪ್ರಾಯಗಳನ್ನು ಪಡೆದು ಸಮಗ್ರ ವರದಿಯನ್ನು ಸಲ್ಲಿಸುವಂತೆ ಜಿಲ್ಲಾ ಪ್ರವಾಸೋದ್ಯಮ ಅಭಿವೃದ್ಧಿ ಸಮಿತಿಯ ಸದಸ್ಯ ಕಾರ್ಯದರ್ಶಿಗೆ ಜಿಲ್ಲಾಧಿಕಾರಿ ಸೂಚಿಸಿದರು. ಜಿಲ್ಲೆಯ ಕರಾವಳಿ ಭಾಗ, ಮಲೆನಾಡು ಭಾಗ ಮತ್ತು ಅರಣ್ಯ ಪ್ರದೇಶದಲ್ಲಿ ಪ್ರವಾಸೋದ್ಯಮ ಅಭಿವೃದ್ಧಿಗೆ ವಿಪುಲ ಅವಕಾಶಗಳಿದ್ದು, ಈ ಕುರಿತು ಸಮಗ್ರ ಮಾಹಿತಿ ಪಡೆಯಲಾಗುವುದು. ಜಿಲ್ಲಾಪಂಚಾಯತ್ ಮುಖ್ಯ ಕಾರ್ಯನಿರ್ವಾಹಕ ಅಧಿಕಾರಿ ಈಶ್ವರ ಕಾಂದೂ, ಜಿಲ್ಲಾ ಪೊಲೀಸ್ ವರಿಷ್ಠಾಧಿಕಾರಿ ಎಂ. ನಾರಾಯಣ, ಅಪರ ಜಿಲ್ಲಾಧಿಕಾರಿ ಸಾಜಿದ್ ಮುಲ್ಲಾ, ಜಿಲ್ಲೆಯ ಪ್ರವಾಸೋದ್ಯಮ ಇಲಾಖೆ ಉಪನಿರ್ದೇಶಕ ಜಯಂತ್ ಹಾಗೂ ವಿವಿಧ ಇಲಾಖೆ ಅಧಿಕಾರಿಗಳು, ಪ್ರವಾಸೋದ್ಯಮ ಭಾಗೀದಾರರು, ಹೋಂ ಸ್ಟೇ, ರೆಸಾರ್ಟ್ ಮಾಲಿಕರು ಸಭೆಯಲ್ಲಿ ಭಾಗವಹಿಸಿದ್ದರು. xyxy=(1253,540,1515,757)
box-title-c: ನಿರ್ಮಾಣಕ್ಕೆ ಪರಿಶೀಲನೆ xyxy=(815,798,946,819)
malnad-story xyxy=(38,1852,601,2344)
dateline: ಕಾರವಾರ: xyxy=(1105,1237,1136,1247)
logo-seal-icon xyxy=(48,47,93,91)
headline: ಇಂದು ವಿದ್ಯುತ್ ವ್ಯತ್ಯಯ xyxy=(783,1196,965,1222)
kirusuddi-header xyxy=(35,152,317,223)
registration-dots xyxy=(1381,2357,1428,2366)
issue-day: ಬುಧವಾರ xyxy=(1304,54,1365,77)
commodity: ಚಾಲಿ xyxy=(35,1636,147,1657)
pointing-hand-icon xyxy=(38,155,102,219)
bridge-box xyxy=(588,787,1097,1033)
press-meet-photo xyxy=(166,1893,598,2111)
tourism-report-story xyxy=(1119,508,1515,1186)
commodity: ಕೆಂಪುಗೋಟು xyxy=(35,1304,159,1325)
max-price: 26969 xyxy=(231,1594,317,1615)
max-price: 44099 xyxy=(231,1636,317,1657)
box-title-a: ತೀಲ್‌ಮತಿ ಸಂಪರ್ಕ xyxy=(596,798,707,819)
apmc-price-box xyxy=(35,1190,317,1829)
issue-city: ಹುಬ್ಬಳ್ಳಿ xyxy=(1330,109,1365,125)
min-price: 4900 xyxy=(147,1657,232,1678)
table-head: ಯಲ್ಲಾಪುರ xyxy=(35,1509,147,1531)
shantadurga-story xyxy=(617,1852,1515,2344)
news-title-3: ಮಹಿಳೆ ಆತ್ಮಹತ್ಯೆ xyxy=(121,872,230,896)
max-price: 17599 xyxy=(231,1657,317,1678)
tourism-meeting-photo xyxy=(588,604,1097,784)
news-body: ವಿಶೇಷ ಮತ್ತು ಪ್ರಧಾನ ಜಿಲ್ಲಾ ಸತ್ರ ನ್ಯಾಯಾಲಯ ಉತ್ತರ ಕನ್ನಡ ಜಿಲ್ಲೆ ಕಾರವಾರ ನ್ಯಾಯಾಧೀಶರು ಭ್ರಷ್ಟಾಚಾರ ನಿರ್ಮೂಲನಾ ಪ್ರಕರಣದಲ್ಲಿ ಆರೋಪಿಗೆ ಶಿಕ್ಷೆ ಪ್ರಕಟಿಸಿದ್ದಾರೆ. ಲೋಕಾಯುಕ್ತ ಪೊಲೀಸ್ ಠಾಣೆ ಕಾರವಾರ ಮೊ.ನಂ. 06/2020 ಕಲಂ 7(a) ಭ್ರಷ್ಟಾಚಾರ ನಿರ್ಮೂಲನಾ ಕಾಯ್ದೆ-1988 ಅಡಿಯಲ್ಲಿ ದೂರು ದಾಖಲಾಗಿತ್ತು. ಗ್ರಾಮ ಪಂಚಾಯತ್ ಅಭಿವೃದ್ಧಿ ಅಧಿಕಾರಿ ಲಂಚ ಪಡೆಯುತ್ತಿರುವಾಗ ಪ್ರಕರಣ ದಾಖಲಾಗಿದ್ದು, ಆರೋಪ ಸಾಬೀತಾದ ಹಿನ್ನಲೆಯಲ್ಲಿ ಆರೋಪಿಗೆ 3 ವರ್ಷಗಳ ಸಾದಾ ಕಾರಾವಾಸ ಹಾಗೂ 5,000 ರೂ. ದಂಡ ವಿಧಿಸಿ ತೀರ್ಪು ನೀಡಲಾಗಿದೆ. ಸರ್ಕಾರದ ಪರವಾಗಿ ಲೋಕಾಯುಕ್ತ ವಿಶೇಷ ಸರ್ಕಾರಿ ಅಭಿಯೋಜಕರು ವಾದ ಮಂಡಿಸಿದರು. ತನಿಖಾಧಿಕಾರಿಗಳಾಗಿ ಲೋಕಾಯುಕ್ತ ಪೊಲೀಸ್ ನಿರೀಕ್ಷಕರು ದೋಷಾರೋಪಣ ಪತ್ರ ಸಲ್ಲಿಸಿದ್ದರು. xyxy=(332,1234,767,1328)
commodity: ಬೆಟ್ಟೆ xyxy=(35,1325,159,1346)
max-price: 74777 xyxy=(231,1531,317,1552)
section-banner xyxy=(563,51,1509,134)
weather-cloud-icon xyxy=(934,67,997,118)
dateline: ಕಾರವಾರ: xyxy=(1330,1229,1361,1240)
apmc-title-c: ಧಾರಣೆ xyxy=(186,1201,236,1226)
power-cut-2-story xyxy=(1330,1196,1515,1478)
news-body: ಸಂವಿಧಾನ ಶಿಲ್ಪಿ ಡಾ. ಬಿ. ಆರ್. ಅಂಬೇಡ್ಕರ್ ಜಯಂತಿಯನ್ನು ಇಲ್ಲಿನ ವಿವಿಧೆಡೆ ಸಂಭ್ರಮದಿಂದ ಆಚರಿಸಲಾಯಿತು. ಅಶೋಕೆ ಸರ್ಕಾರಿ ಹಿರಿಯ ಪ್ರಾಥಮಿಕ ಶಾಲೆಯಲ್ಲಿ ನಡೆದ ಕಾರ್ಯಕ್ರಮದಲ್ಲಿ ಅಂಬೇಡ್ಕರ್ ಭಾವಚಿತ್ರಕ್ಕೆ ಪುಷ್ಪಾರ್ಚನೆ ಮಾಡಿ ಪೂಜೆ ಸಲ್ಲಿಸಲಾಯಿತು. ನಂತರ ಮುಖ್ಯೋಪಾಧ್ಯಾಯ ಪಿ.ಎಂ. ಮುಕ್ರಿ ಮಾತನಾಡಿ, ಅಂಬೇಡ್ಕರ್ ಜೀವನದ ಕುರಿತು ವಿವರಿಸಿ, ಸಂವಿಧಾನ ರಚನೆಯಲ್ಲಿ ಅವರ ಮಹತ್ವದ ಪಾತ್ರವನ್ನು ತಿಳಿಸಿದರು. ಈ ವೇಳೆ ಸಹಶಿಕ್ಷಕರು, ಶಾಲಾ ಅಭಿವೃದ್ಧಿ ಸಮಿತಿಯ ಸದಸ್ಯರು, ಪಾಲಕರು ಮತ್ತು ವಿದ್ಯಾರ್ಥಿಗಳು ಉಪಸ್ಥಿತರಿದ್ದರು. ಇದರಂತೆ ಬಂಕಿಕೊಡ್ಲ ಸರ್ಕಾರಿ ಪ್ರಾಥಮಿಕ ಶಾಲೆಯಲ್ಲಿ ನಡೆದ ಕಾರ್ಯಕ್ರಮದಲ್ಲಿ ಮುಖ್ಯಾಧ್ಯಾಪಕ ಜಿ.ಆರ್. ನಾಯ್ಕ ವಿದ್ಯಾರ್ಥಿಗಳಿಗೆ ಅಂಬೇಡ್ಕರ್ ಅವರ ಆದರ್ಶ ವಿಚಾರ ಹಾಗೂ ಜೀವನದ ಕುರಿತು ತಿಳಿಸಿಕೊಟ್ಟರು. ಈ ವೇಳೆ ಸಹ ಶಿಕ್ಷಕರು, ಶಾಲಾ ಅಭಿವೃದ್ಧಿ ಸಮಿತಿಯವರು, ಪಾಲಕರು ವಿದ್ಯಾರ್ಥಿಗಳು ಹಾಜರಿದ್ದರು. ಪ್ರಭಾರ ವೈದ್ಯಾಧಿಕಾರಿ ಡಾ. ಜಗದೀಶ ನಾಯ್ಕ ಅವರು ಮಾತನಾಡಿ, ವಿಶ್ವ ಕಂಡ ಮಹಾನ್ ಚೇತನ ಅಂಬೇಡ್ಕರ್ ಅವರ ಆದರ್ಶ ನಮಗೆಲ್ಲ ದಾರಿದೀಪ ಎಂದರು. ಶುಶ್ರೂಷಾಧಿಕಾರಿ, ಸಿಬ್ಬಂದಿ, ಆಶಾ ಕಾರ್ಯಕರ್ತೆಯರು ಉಪಸ್ಥಿತರಿದ್ದರು. xyxy=(729,189,1087,338)
min-price: 40088 xyxy=(159,1346,237,1367)
photo-caption: ಹೊನ್ನೊಳ್ಳಿ ತಾಲೂಕಿನ ಕೆರೆ ಗ್ರಾಮದವರು xyxy=(1004,1699,1136,1710)
min-price: 34409 xyxy=(159,1367,237,1389)
news-title-4: ನೀರಿಗೆ ಬಿದ್ದು ವ್ಯಕ್ತಿ ಸಾವು xyxy=(96,1060,256,1085)
